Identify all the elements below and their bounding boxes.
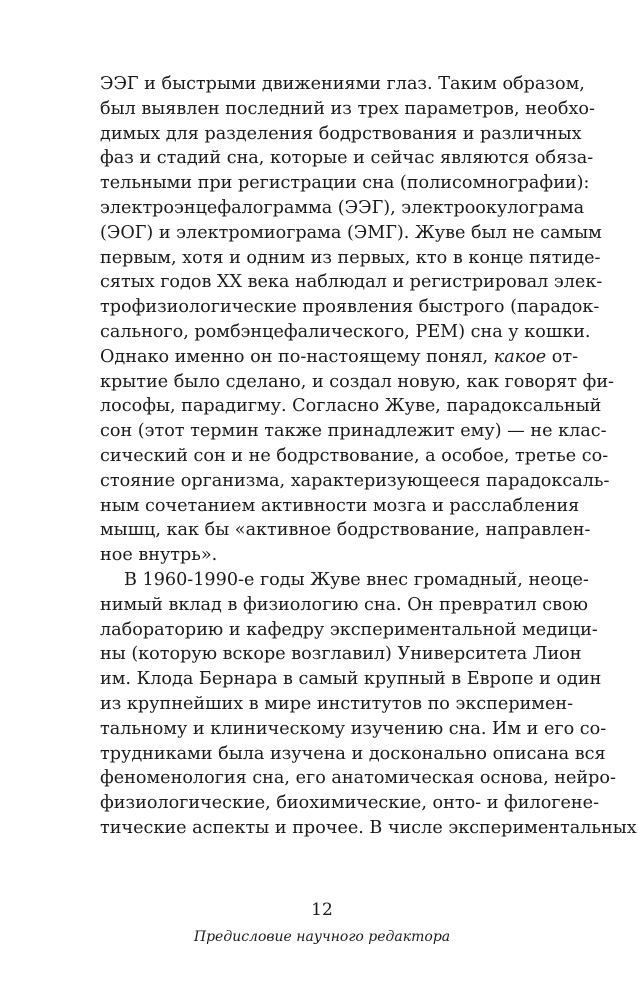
text-line: ЭЭГ и быстрыми движениями глаз. Таким образом, xyxy=(100,74,585,94)
text-line: им. Клода Бернара в самый крупный в Европе и один xyxy=(100,669,602,690)
text-fragment: Однако именно он по-настоящему понял, xyxy=(100,346,494,367)
running-footer: Предисловие научного редактора xyxy=(193,929,451,945)
text-line: крытие было сделано, и создал новую, как говорят фи- xyxy=(100,371,614,392)
text-line: первым, хотя и одним из первых, кто в конце пятиде- xyxy=(100,247,601,268)
text-line: ное внутрь». xyxy=(100,545,218,566)
page-number: 12 xyxy=(311,900,333,920)
text-line: тельными при регистрации сна (полисомнографии): xyxy=(100,173,590,194)
text-line: сального, ромбэнцефалического, РЕМ) сна у кошки. xyxy=(100,322,591,342)
paragraph-first-line: В 1960-1990-е годы Жуве внес громадный, неоце- xyxy=(124,570,589,590)
text-line: сятых годов XX века наблюдал и регистрировал элек- xyxy=(100,272,603,293)
text-line: ны (которую вскоре возглавил) Университета Лион xyxy=(100,644,582,665)
text-line: трофизиологические проявления быстрого (парадок- xyxy=(100,297,600,318)
text-line: лабораторию и кафедру экспериментальной медици- xyxy=(100,619,598,640)
text-line: электроэнцефалограмма (ЭЭГ), электроокулограма xyxy=(100,198,585,218)
text-line: трудниками была изучена и досконально описана вся xyxy=(100,743,606,764)
text-line: сический сон и не бодрствование, а особое, третье со- xyxy=(100,446,609,466)
text-line: стояние организма, характеризующееся парадоксаль- xyxy=(100,470,610,491)
text-line: димых для разделения бодрствования и различных xyxy=(100,123,582,144)
text-line: из крупнейших в мире институтов по эксперимен- xyxy=(100,694,574,714)
text-line: нимый вклад в физиологию сна. Он превратил свою xyxy=(100,594,588,615)
text-line: физиологические, биохимические, онто- и филогене- xyxy=(100,793,600,814)
text-line: ным сочетанием активности мозга и расслабления xyxy=(100,495,580,516)
emphasized-word: какое xyxy=(493,346,547,367)
text-line: тальному и клиническому изучению сна. Им и его со- xyxy=(100,718,607,739)
text-line: тические аспекты и прочее. В числе экспериментальных xyxy=(100,818,637,838)
text-fragment: от- xyxy=(546,346,579,367)
text-line: (ЭОГ) и электромиограма (ЭМГ). Жуве был не самым xyxy=(100,222,602,243)
text-line: мышц, как бы «активное бодрствование, направлен- xyxy=(100,520,591,541)
text-line: фаз и стадий сна, которые и сейчас являются обяза- xyxy=(100,148,594,169)
text-line-with-emphasis xyxy=(100,345,579,370)
text-line: феноменология сна, его анатомическая основа, нейро- xyxy=(100,768,616,789)
text-line: был выявлен последний из трех параметров, необхо- xyxy=(100,98,595,119)
text-line: сон (этот термин также принадлежит ему) — не клас- xyxy=(100,421,607,442)
text-line: лософы, парадигму. Согласно Жуве, парадоксальный xyxy=(100,396,602,417)
